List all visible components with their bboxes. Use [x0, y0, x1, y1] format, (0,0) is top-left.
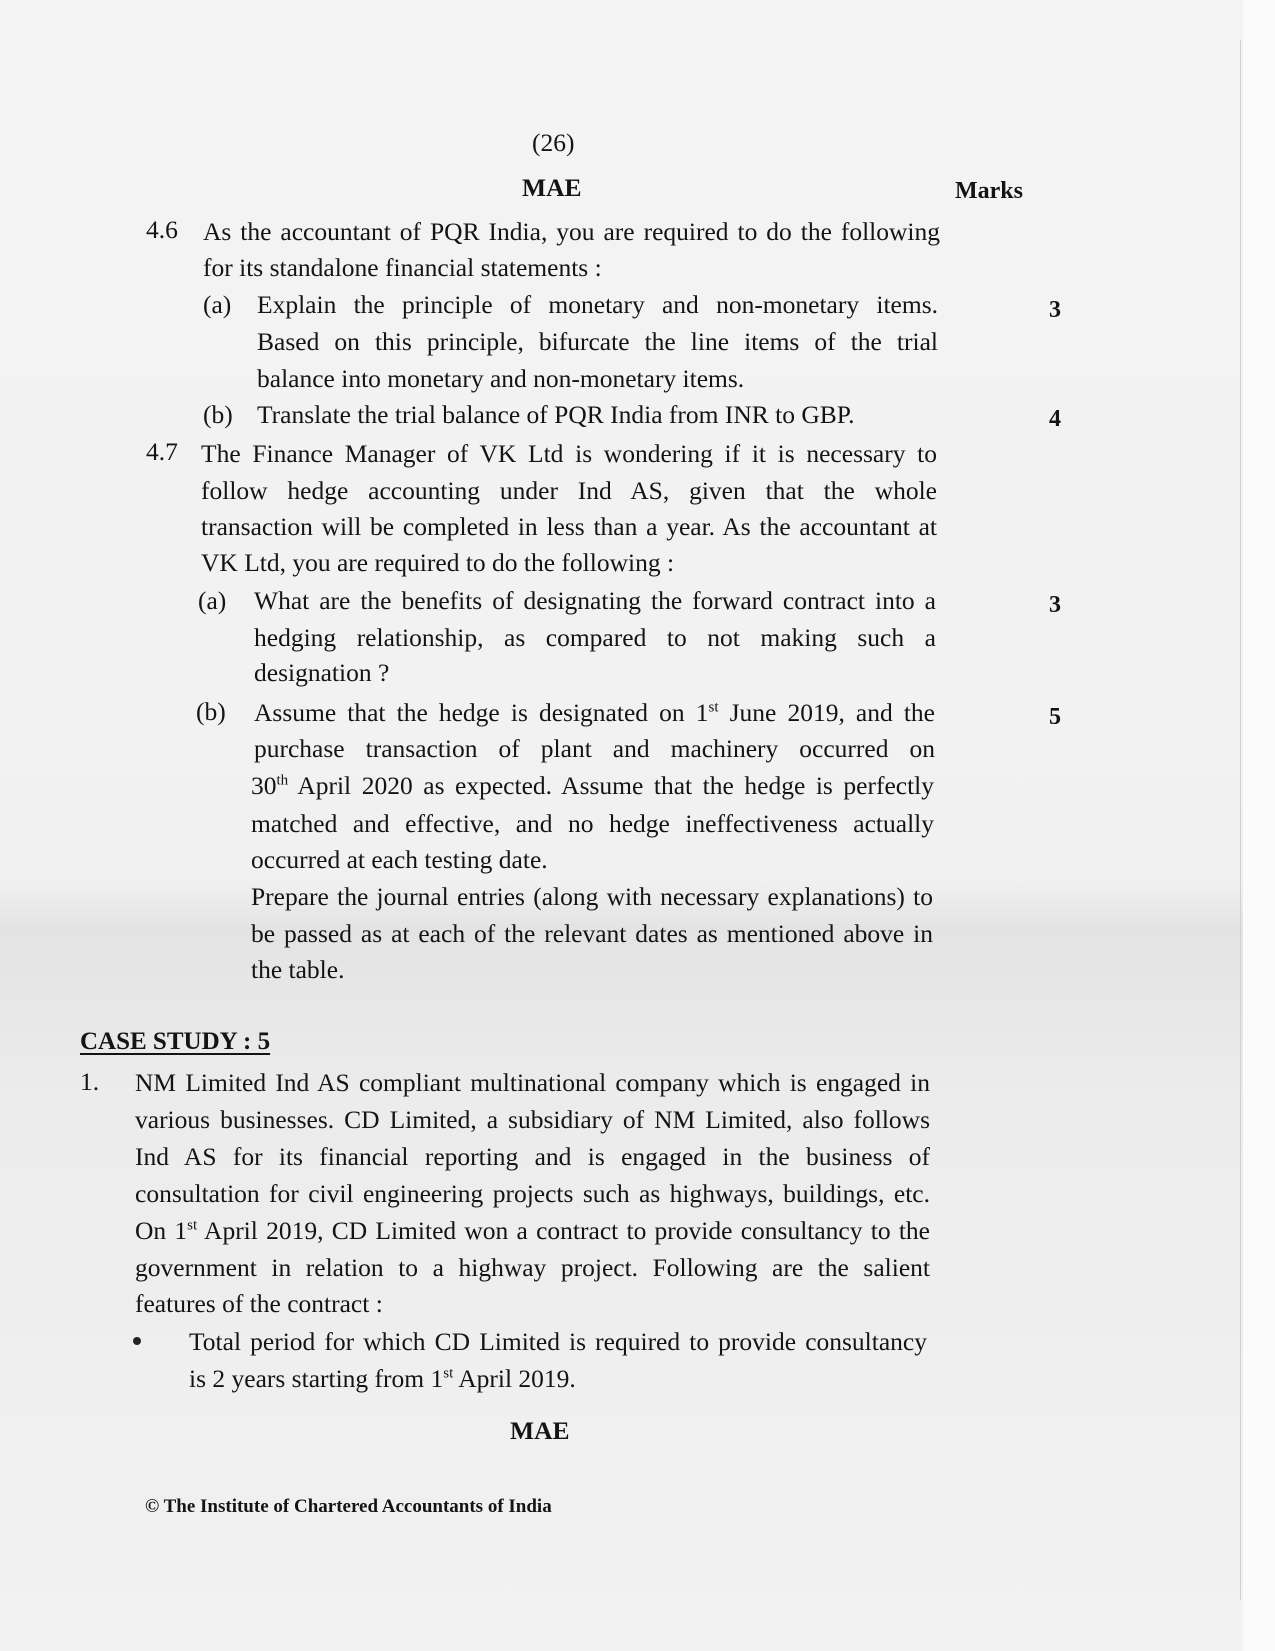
q46-a-line: Explain the principle of monetary and non-monetary items.: [257, 290, 938, 319]
q46-b-label: (b): [203, 400, 233, 429]
case-paragraph-line: features of the contract :: [135, 1289, 383, 1318]
q47-intro-line: follow hedge accounting under Ind AS, given that the whole: [201, 476, 937, 505]
q47-b-line: 30th April 2020 as expected. Assume that the hedge is perfectly: [251, 771, 934, 800]
bullet-icon: [133, 1337, 141, 1345]
case-paragraph-line: consultation for civil engineering projects such as highways, buildings, etc.: [135, 1179, 930, 1208]
q47-b-line: Prepare the journal entries (along with necessary explanations) to: [251, 882, 933, 911]
case-study-heading: CASE STUDY : 5: [80, 1028, 271, 1055]
q46-a-label: (a): [203, 290, 232, 319]
q46-a-line: Based on this principle, bifurcate the line items of the trial: [257, 327, 938, 356]
q47-b-label: (b): [196, 697, 226, 726]
q46-b-line: Translate the trial balance of PQR India from INR to GBP.: [257, 400, 855, 429]
case-paragraph-line: government in relation to a highway project. Following are the salient: [135, 1253, 930, 1282]
marks-value: 3: [1049, 592, 1061, 618]
q46-intro-line: As the accountant of PQR India, you are required to do the following: [203, 217, 940, 246]
q47-a-label: (a): [198, 586, 227, 615]
marks-heading: Marks: [955, 178, 1023, 204]
q47-intro-line: The Finance Manager of VK Ltd is wondering if it is necessary to: [201, 439, 937, 468]
q47-intro-line: VK Ltd, you are required to do the following :: [201, 548, 675, 577]
q47-b-line: be passed as at each of the relevant dates as mentioned above in: [251, 919, 933, 948]
page-number: (26): [532, 128, 575, 157]
q47-a-line: What are the benefits of designating the forward contract into a: [254, 586, 936, 615]
q47-b-line: Assume that the hedge is designated on 1st June 2019, and the: [254, 698, 936, 727]
q47-b-line: occurred at each testing date.: [251, 845, 548, 874]
q47-intro-line: transaction will be completed in less than a year. As the accountant at: [201, 512, 937, 541]
q47-b-line: the table.: [251, 955, 345, 984]
case-item-number: 1.: [80, 1067, 100, 1096]
marks-value: 3: [1049, 297, 1061, 323]
paper-code-footer: MAE: [510, 1416, 570, 1445]
case-paragraph-line: Ind AS for its financial reporting and is engaged in the business of: [135, 1142, 930, 1171]
question-number-4-6: 4.6: [146, 215, 178, 244]
case-paragraph-line: NM Limited Ind AS compliant multinational company which is engaged in: [135, 1068, 930, 1097]
case-paragraph-line: various businesses. CD Limited, a subsidiary of NM Limited, also follows: [135, 1105, 930, 1134]
copyright-notice: © The Institute of Chartered Accountants of India: [145, 1496, 552, 1517]
marks-value: 5: [1049, 704, 1061, 730]
q46-intro-line: for its standalone financial statements :: [203, 253, 602, 282]
q47-b-line: matched and effective, and no hedge ineffectiveness actually: [251, 809, 934, 838]
q47-a-line: designation ?: [254, 658, 390, 687]
case-bullet-line: Total period for which CD Limited is required to provide consultancy: [189, 1327, 927, 1356]
case-paragraph-line: On 1st April 2019, CD Limited won a contract to provide consultancy to the: [135, 1216, 930, 1245]
marks-value: 4: [1049, 406, 1061, 432]
paper-code-header: MAE: [522, 173, 582, 202]
page-edge: [1243, 0, 1275, 1651]
q47-a-line: hedging relationship, as compared to not making such a: [254, 623, 936, 652]
question-number-4-7: 4.7: [146, 437, 178, 466]
case-bullet-line: is 2 years starting from 1st April 2019.: [189, 1364, 576, 1393]
page-edge-shadow: [1240, 40, 1241, 1600]
q46-a-line: balance into monetary and non-monetary items.: [257, 364, 745, 393]
q47-b-line: purchase transaction of plant and machinery occurred on: [254, 734, 935, 763]
